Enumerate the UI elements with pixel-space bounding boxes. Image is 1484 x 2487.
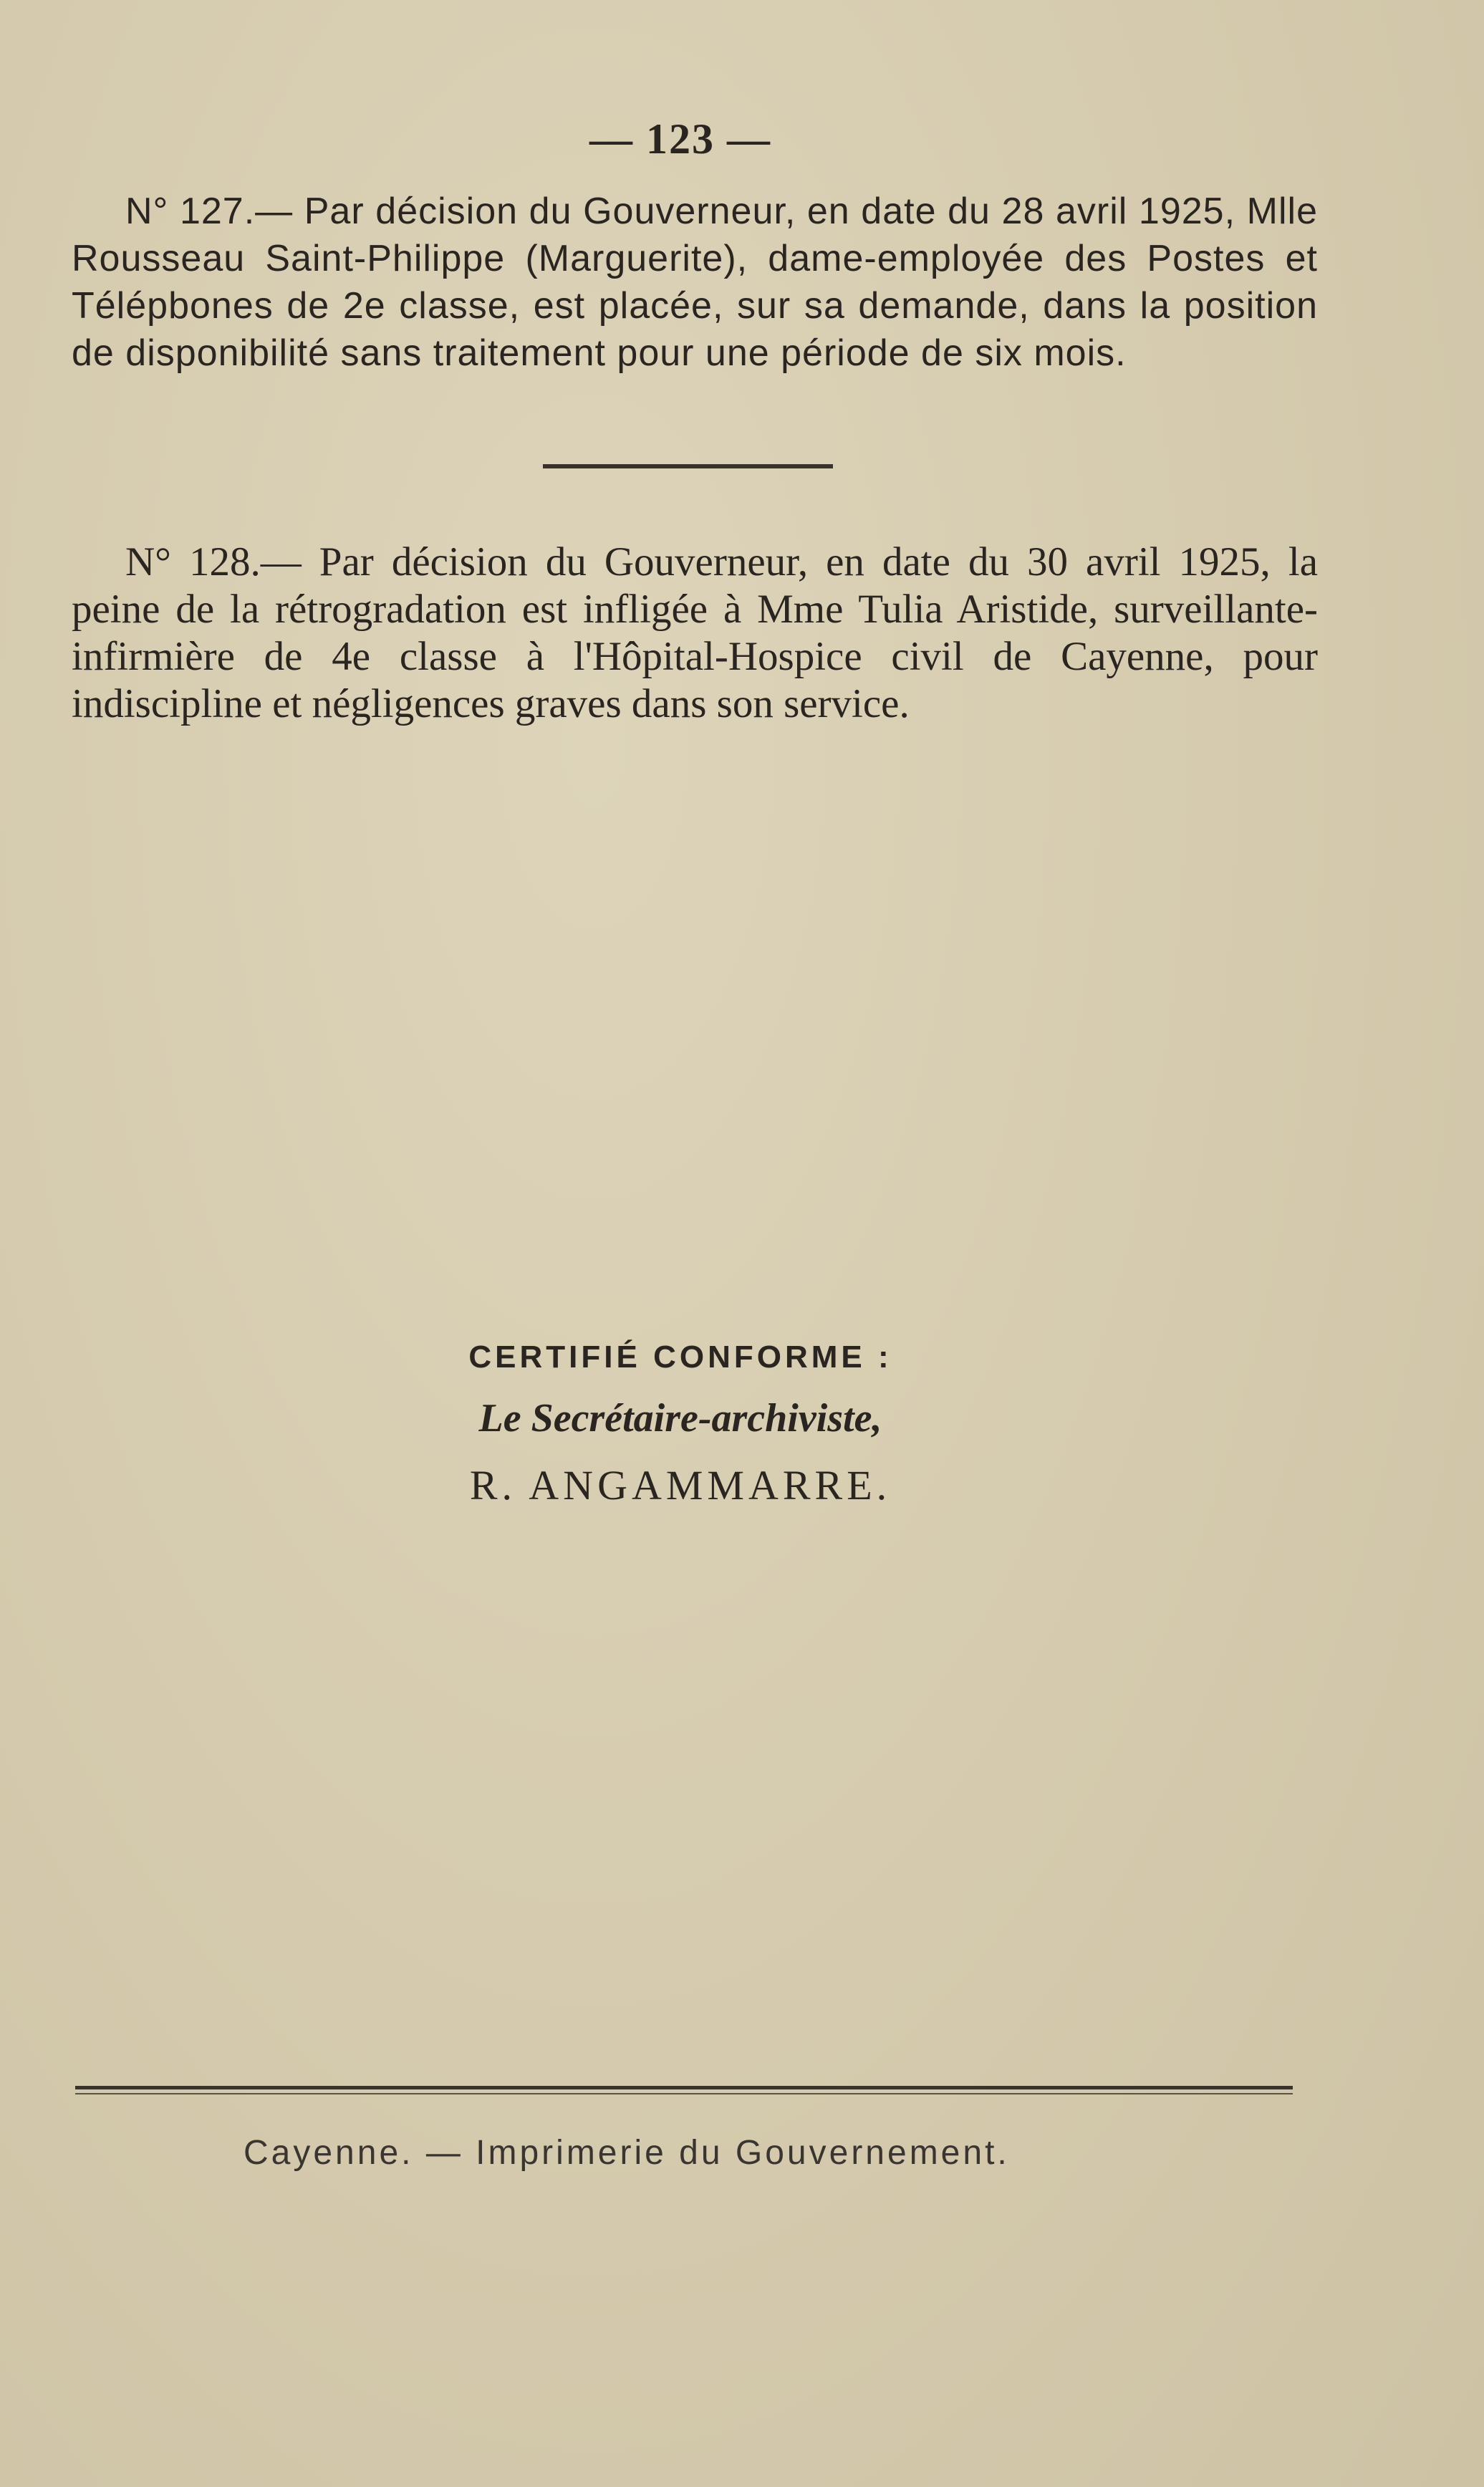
notice-128-text: N° 128.— Par décision du Gouverneur, en date du 30 avril 1925, la peine de la rétrogradation est infligée à Mme Tulia Aristide, surveillante-infirmière de 4e classe à l'Hôpital-Hospice civil de Cayenne, pour indiscipline et négligences graves dans son service. — [72, 539, 1318, 726]
footer-rule — [75, 2086, 1293, 2089]
footer-rule-thin — [75, 2093, 1293, 2094]
signatory-title: Le Secrétaire-archiviste, — [478, 1396, 882, 1440]
certification-block — [0, 1339, 1361, 1509]
notice-127-text: N° 127.— Par décision du Gouverneur, en date du 28 avril 1925, Mlle Rousseau Saint-Philippe (Marguerite), dame-employée des Postes et Télépbones de 2e classe, est placée, sur sa demande, dans la position de disponibilité sans traitement pour une période de six mois. — [72, 191, 1318, 374]
section-divider — [543, 464, 833, 468]
printer-imprint: Cayenne. — Imprimerie du Gouvernement. — [244, 2134, 1010, 2172]
notice-127 — [72, 188, 1318, 377]
notice-128 — [72, 539, 1318, 728]
signatory-name: R. ANGAMMARRE. — [469, 1462, 892, 1509]
page-number: — 123 — — [589, 115, 771, 163]
certification-heading: CERTIFIÉ CONFORME : — [468, 1339, 892, 1375]
